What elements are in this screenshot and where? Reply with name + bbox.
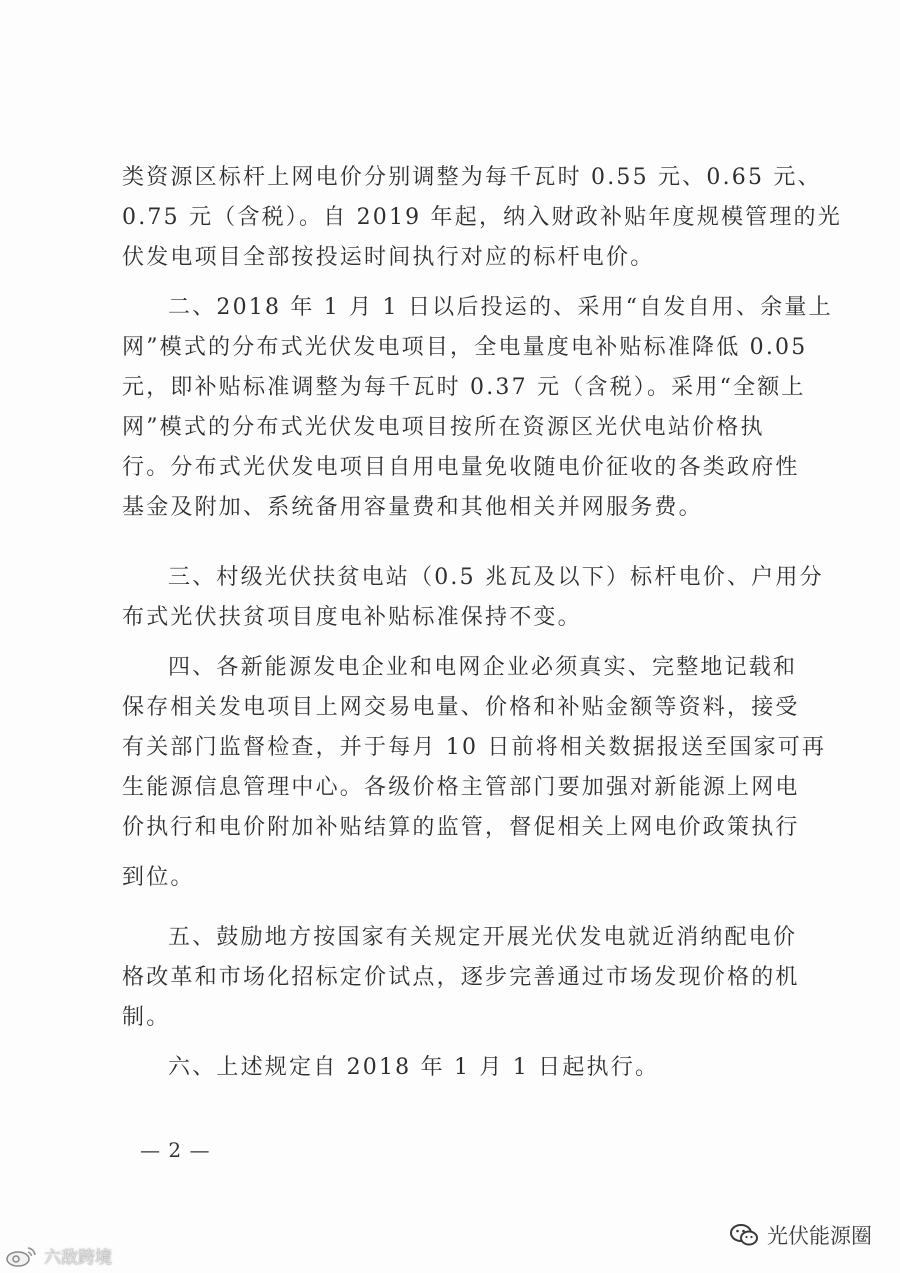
text-line-6: 元，即补贴标准调整为每千瓦时 0.37 元（含税）。采用“全额上	[122, 375, 806, 400]
weibo-icon	[4, 1244, 38, 1268]
text-line-3: 伏发电项目全部按投运时间执行对应的标杆电价。	[122, 245, 655, 270]
text-line-13: 保存相关发电项目上网交易电量、价格和补贴金额等资料，接受	[122, 695, 800, 720]
text-line-1: 类资源区标杆上网电价分别调整为每千瓦时 0.55 元、0.65 元、	[122, 165, 822, 190]
text-line-5: 网”模式的分布式光伏发电项目，全电量度电补贴标准降低 0.05	[122, 335, 808, 360]
watermark-weibo	[4, 1243, 112, 1268]
text-line-10: 三、村级光伏扶贫电站（0.5 兆瓦及以下）标杆电价、户用分	[168, 565, 824, 590]
text-line-16: 价执行和电价附加补贴结算的监管，督促相关上网电价政策执行	[122, 815, 800, 840]
text-line-19: 格改革和市场化招标定价试点，逐步完善通过市场发现价格的机	[122, 965, 800, 990]
watermark-label-left: 六敌跨境	[44, 1248, 112, 1268]
text-line-8: 行。分布式光伏发电项目自用电量免收随电价征收的各类政府性	[122, 455, 800, 480]
text-line-18: 五、鼓励地方按国家有关规定开展光伏发电就近消纳配电价	[168, 925, 798, 950]
watermark-wechat	[729, 1220, 872, 1250]
text-line-17: 到位。	[122, 865, 195, 890]
watermark-label-right: 光伏能源圈	[767, 1224, 872, 1248]
text-line-20: 制。	[122, 1005, 171, 1030]
page-number: — 2 —	[140, 1138, 211, 1162]
text-line-9: 基金及附加、系统备用容量费和其他相关并网服务费。	[122, 495, 703, 520]
text-line-7: 网”模式的分布式光伏发电项目按所在资源区光伏电站价格执	[122, 415, 765, 440]
text-line-12: 四、各新能源发电企业和电网企业必须真实、完整地记载和	[168, 655, 798, 680]
wechat-icon	[729, 1222, 759, 1248]
text-line-21: 六、上述规定自 2018 年 1 月 1 日起执行。	[168, 1055, 660, 1080]
text-line-2: 0.75 元（含税）。自 2019 年起，纳入财政补贴年度规模管理的光	[122, 205, 842, 230]
text-line-11: 布式光伏扶贫项目度电补贴标准保持不变。	[122, 605, 582, 630]
text-line-4: 二、2018 年 1 月 1 日以后投运的、采用“自发自用、余量上	[168, 295, 833, 320]
text-line-15: 生能源信息管理中心。各级价格主管部门要加强对新能源上网电	[122, 775, 800, 800]
text-line-14: 有关部门监督检查，并于每月 10 日前将相关数据报送至国家可再	[122, 735, 827, 760]
